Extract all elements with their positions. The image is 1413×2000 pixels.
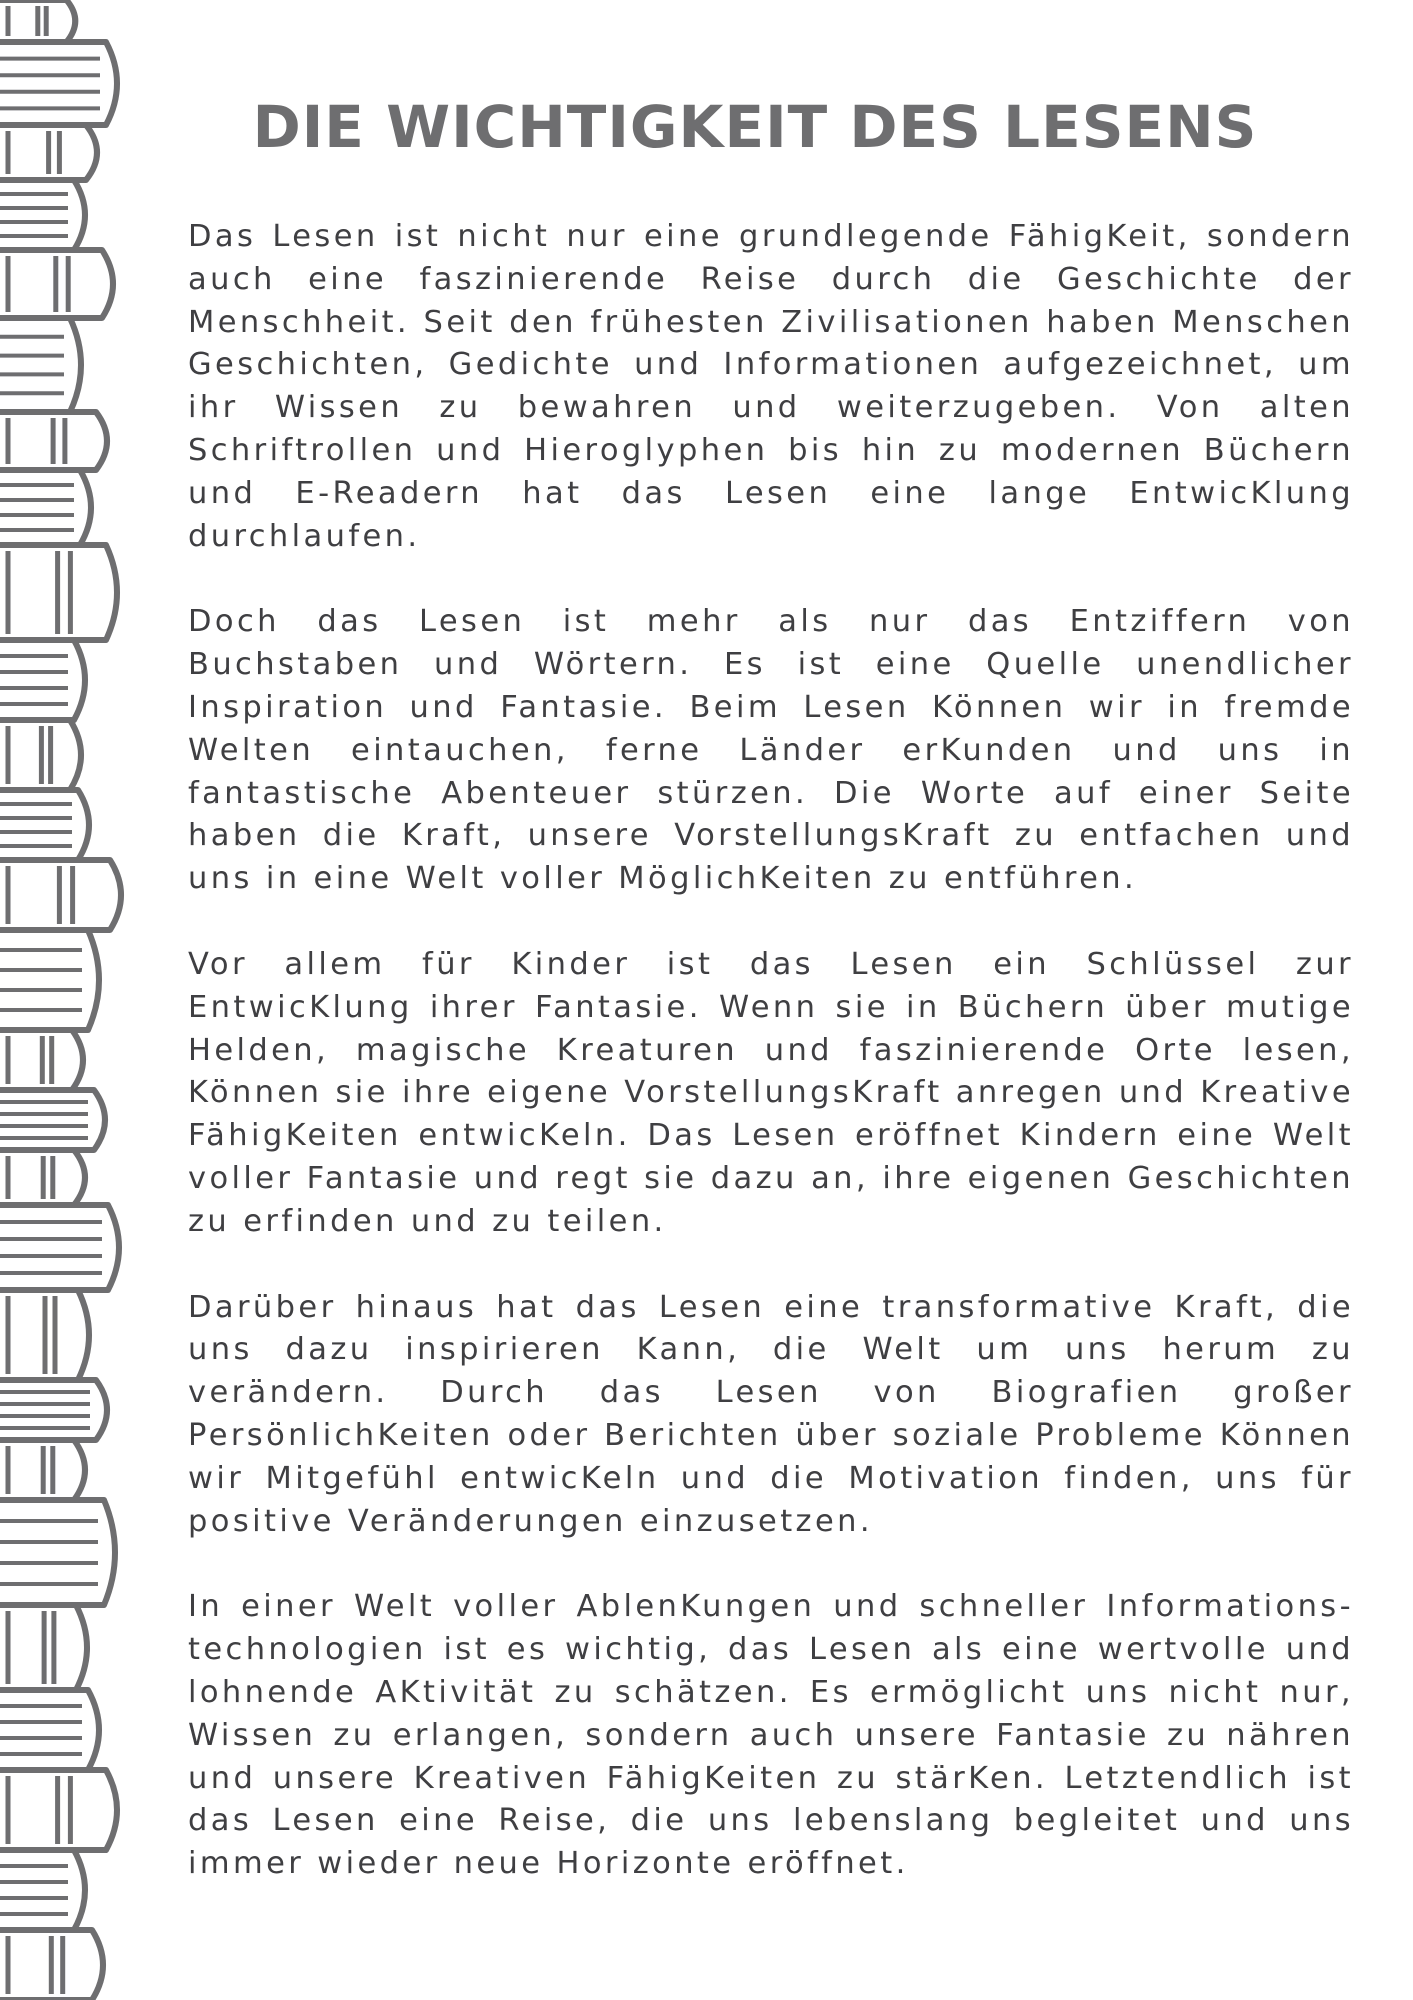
book-4 [0,180,85,250]
book-19 [0,1290,89,1380]
book-16 [0,1090,105,1150]
article-body [188,216,1354,1929]
book-27 [0,1930,103,2000]
book-17 [0,1150,85,1205]
paragraph-5: In einer Welt voller AblenKungen und schneller Informations-technologien ist es wichtig, das Lesen als eine wertvolle und lohnende AKtivität zu schätzen. Es ermöglicht uns nicht nur, Wissen zu erlangen, sondern auch unsere Fantasie zu nähren und unsere Kreativen FähigKeiten zu stärKen. Letztendlich ist das Lesen eine Reise, die uns lebenslang begleitet und uns immer wieder neue Horizonte eröffnet. [188,1589,1354,1882]
book-20 [0,1380,107,1440]
book-7 [0,412,107,470]
book-18 [0,1205,119,1290]
book-3 [0,125,97,180]
book-15 [0,1030,83,1090]
paragraph-2: Doch das Lesen ist mehr als nur das Entziffern von Buchstaben und Wörtern. Es ist eine Quelle unendlicher Inspiration und Fantasie. Beim Lesen Können wir in fremde Welten eintauchen, ferne Länder erKunden und uns in fantastische Abenteuer stürzen. Die Worte auf einer Seite haben die Kraft, unsere VorstellungsKraft zu entfachen und uns in eine Welt voller MöglichKeiten zu entführen. [188,604,1354,897]
book-stack-icon [0,0,140,2000]
book-10 [0,640,85,720]
book-9 [0,545,117,640]
book-13 [0,860,121,930]
paragraph-1: Das Lesen ist nicht nur eine grundlegende FähigKeit, sondern auch eine faszinierende Reise durch die Geschichte der Menschheit. Seit den frühesten Zivilisationen haben Menschen Geschichten, Gedichte und Informationen aufgezeichnet, um ihr Wissen zu bewahren und weiterzugeben. Von alten Schriftrollen und Hieroglyphen bis hin zu modernen Büchern und E-Readern hat das Lesen eine lange EntwicKlung durchlaufen. [188,219,1354,554]
paragraph-3: Vor allem für Kinder ist das Lesen ein Schlüssel zur EntwicKlung ihrer Fantasie. Wenn sie in Büchern über mutige Helden, magische Kreaturen und faszinierende Orte lesen, Können sie ihre eigene VorstellungsKraft anregen und Kreative FähigKeiten entwicKeln. Das Lesen eröffnet Kindern eine Welt voller Fantasie und regt sie dazu an, ihre eigenen Geschichten zu erfinden und zu teilen. [188,946,1354,1239]
book-22 [0,1500,115,1605]
book-14 [0,930,99,1030]
book-2 [0,42,117,125]
book-24 [0,1690,99,1770]
book-1 [0,0,75,42]
book-25 [0,1770,117,1850]
book-5 [0,250,113,318]
book-6 [0,318,81,412]
book-12 [0,790,89,860]
page-title: DIE WICHTIGKEIT DES LESENS [252,93,1258,161]
book-8 [0,470,91,545]
book-23 [0,1605,87,1690]
book-11 [0,720,81,790]
book-21 [0,1440,85,1500]
paragraph-4: Darüber hinaus hat das Lesen eine transformative Kraft, die uns dazu inspirieren Kann, die Welt um uns herum zu verändern. Durch das Lesen von Biografien großer PersönlichKeiten oder Berichten über soziale Probleme Können wir Mitgefühl entwicKeln und die Motivation finden, uns für positive Veränderungen einzusetzen. [188,1289,1354,1539]
book-26 [0,1850,85,1930]
